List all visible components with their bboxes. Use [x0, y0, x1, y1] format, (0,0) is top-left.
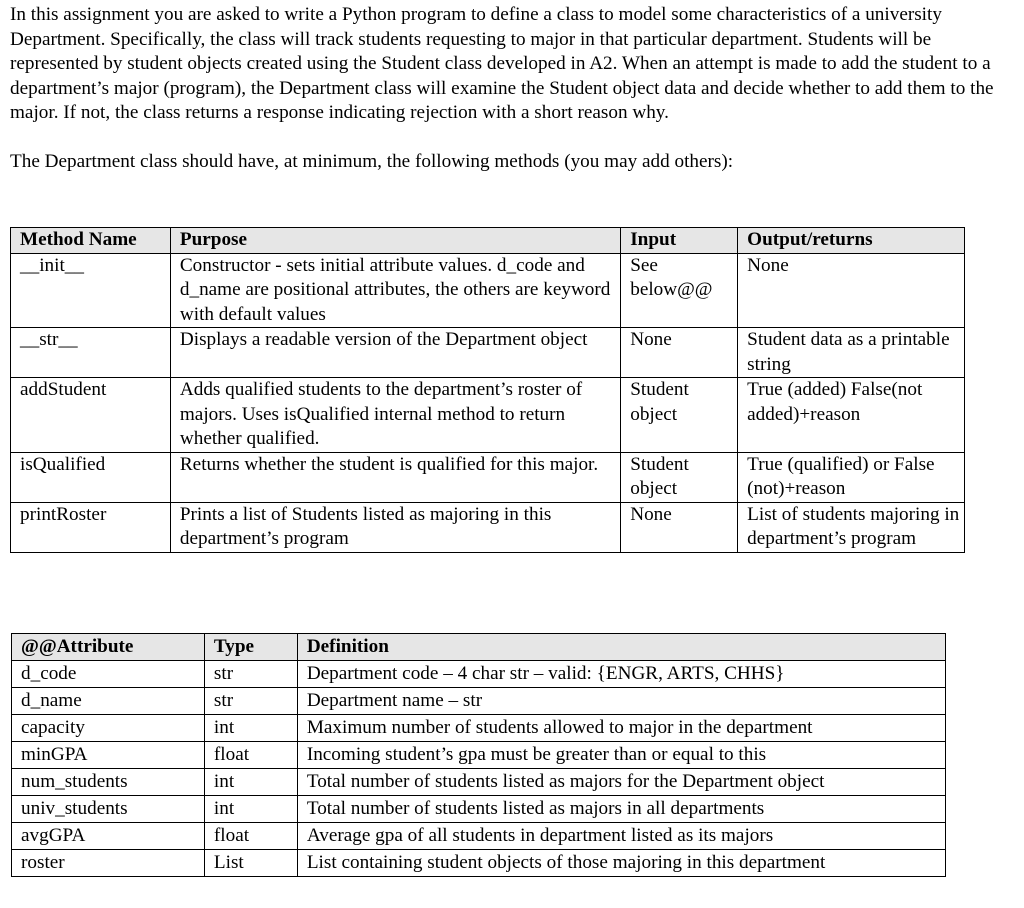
attribute-definition: Incoming student’s gpa must be greater than or equal to this [297, 742, 945, 769]
table-row [12, 769, 946, 796]
attribute-definition: Maximum number of students allowed to major in the department [297, 715, 945, 742]
attribute-type: str [204, 688, 297, 715]
method-output: List of students majoring in department’s program [738, 502, 965, 552]
table-row [12, 715, 946, 742]
method-output: True (qualified) or False (not)+reason [738, 452, 965, 502]
table-row [11, 378, 965, 453]
method-name: __str__ [11, 328, 171, 378]
method-input: Student object [621, 452, 738, 502]
attribute-type: int [204, 715, 297, 742]
methods-lead-in: The Department class should have, at minimum, the following methods (you may add others): [10, 151, 734, 172]
table-row [12, 688, 946, 715]
attribute-name: univ_students [12, 796, 205, 823]
method-output: True (added) False(not added)+reason [738, 378, 965, 453]
attribute-name: capacity [12, 715, 205, 742]
header-type: Type [204, 634, 297, 661]
method-name: isQualified [11, 452, 171, 502]
table-row [12, 850, 946, 877]
table-row [12, 796, 946, 823]
methods-table [10, 227, 965, 553]
method-purpose: Constructor - sets initial attribute values. d_code and d_name are positional attributes, the others are keyword with default values [170, 253, 620, 328]
method-input: None [621, 502, 738, 552]
method-output: None [738, 253, 965, 328]
method-name: __init__ [11, 253, 171, 328]
table-row [12, 661, 946, 688]
table-row [12, 742, 946, 769]
table-row [11, 502, 965, 552]
method-input: None [621, 328, 738, 378]
attribute-definition: Department name – str [297, 688, 945, 715]
attribute-name: num_students [12, 769, 205, 796]
table-row [11, 328, 965, 378]
method-name: printRoster [11, 502, 171, 552]
attribute-type: int [204, 796, 297, 823]
attribute-type: float [204, 742, 297, 769]
methods-header-row [11, 228, 965, 254]
method-input: Student object [621, 378, 738, 453]
attribute-definition: Department code – 4 char str – valid: {ENGR, ARTS, CHHS} [297, 661, 945, 688]
attributes-table [11, 633, 946, 877]
method-input: See below@@ [621, 253, 738, 328]
attribute-definition: Total number of students listed as majors for the Department object [297, 769, 945, 796]
table-row [11, 253, 965, 328]
method-name: addStudent [11, 378, 171, 453]
method-purpose: Prints a list of Students listed as majoring in this department’s program [170, 502, 620, 552]
attribute-definition: Total number of students listed as majors in all departments [297, 796, 945, 823]
attribute-name: avgGPA [12, 823, 205, 850]
header-attribute: @@Attribute [12, 634, 205, 661]
attribute-definition: List containing student objects of those majoring in this department [297, 850, 945, 877]
table-row [12, 823, 946, 850]
attribute-type: List [204, 850, 297, 877]
table-row [11, 452, 965, 502]
method-output: Student data as a printable string [738, 328, 965, 378]
assignment-description [10, 3, 1015, 175]
attribute-type: str [204, 661, 297, 688]
attribute-name: minGPA [12, 742, 205, 769]
attribute-definition: Average gpa of all students in department listed as its majors [297, 823, 945, 850]
method-purpose: Adds qualified students to the department’s roster of majors. Uses isQualified internal method to return whether qualified. [170, 378, 620, 453]
header-definition: Definition [297, 634, 945, 661]
attribute-name: d_name [12, 688, 205, 715]
header-output: Output/returns [738, 228, 965, 254]
attribute-type: float [204, 823, 297, 850]
attribute-name: d_code [12, 661, 205, 688]
attribute-type: int [204, 769, 297, 796]
method-purpose: Displays a readable version of the Department object [170, 328, 620, 378]
attributes-header-row [12, 634, 946, 661]
header-method-name: Method Name [11, 228, 171, 254]
attribute-name: roster [12, 850, 205, 877]
header-purpose: Purpose [170, 228, 620, 254]
header-input: Input [621, 228, 738, 254]
intro-paragraph: In this assignment you are asked to write a Python program to define a class to model some characteristics of a university Department. Specifically, the class will track students requesting to major in that particular department. Students will be represented by student objects created using the Student class developed in A2. When an attempt is made to add the student to a department’s major (program), the Department class will examine the Student object data and decide whether to add them to the major. If not, the class returns a response indicating rejection with a short reason why. [10, 4, 994, 123]
method-purpose: Returns whether the student is qualified for this major. [170, 452, 620, 502]
